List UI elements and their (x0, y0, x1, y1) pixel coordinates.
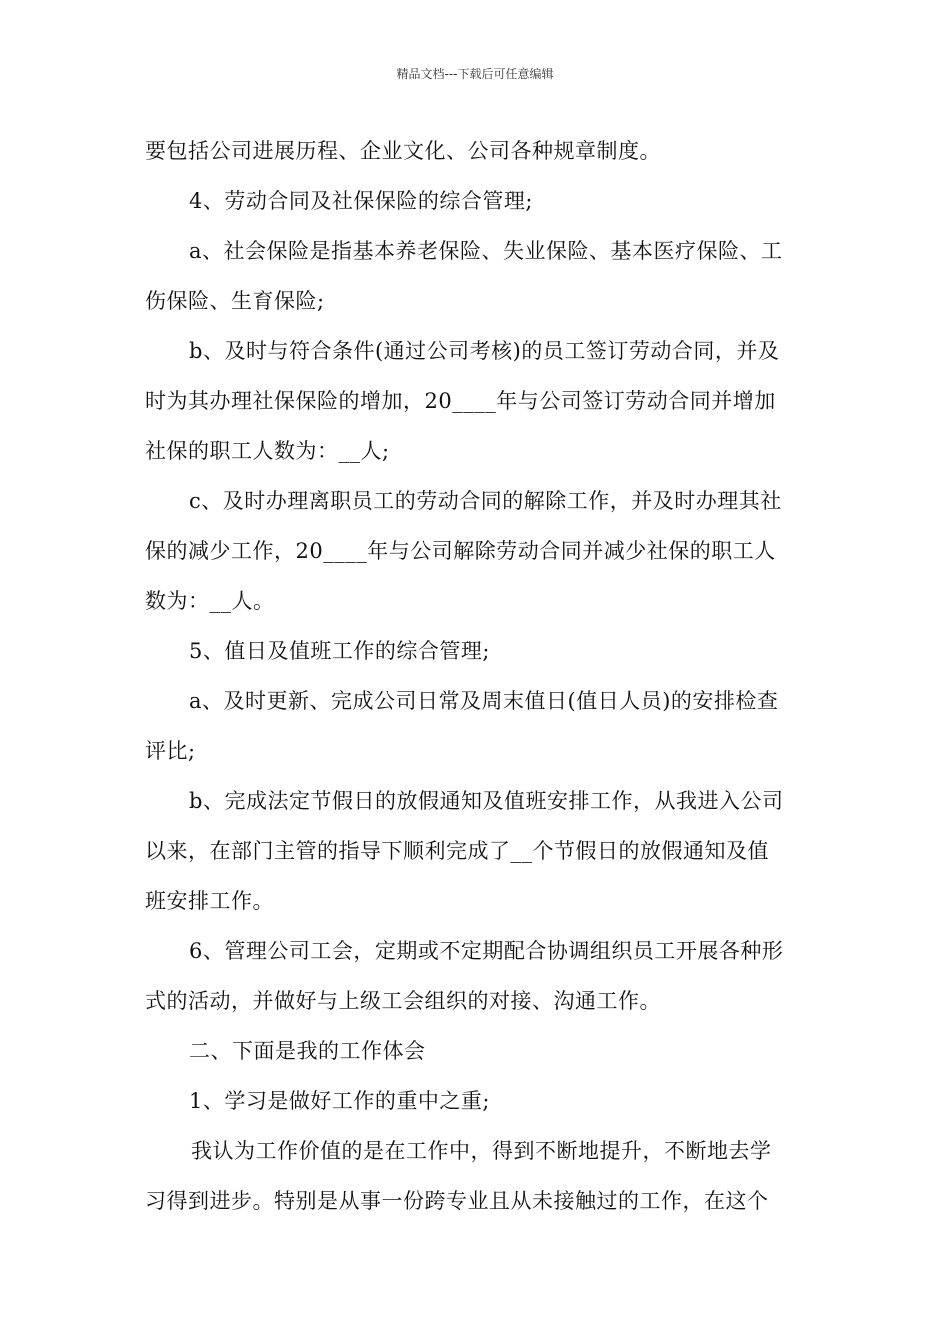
text-line: a、社会保险是指基本养老保险、失业保险、基本医疗保险、工 (189, 239, 783, 263)
text-line: 以来，在部门主管的指导下顺利完成了__个节假日的放假通知及值 (145, 839, 769, 863)
text-line: 5、值日及值班工作的综合管理; (189, 639, 490, 663)
text-line: a、及时更新、完成公司日常及周末值日(值日人员)的安排检查 (189, 689, 779, 713)
text-line: 伤保险、生育保险; (145, 289, 325, 313)
text-line: b、及时与符合条件(通过公司考核)的员工签订劳动合同，并及 (189, 339, 780, 363)
document-body (145, 126, 815, 1226)
text-line: 班安排工作。 (145, 889, 274, 913)
page-header: 精品文档---下载后可任意编辑 (396, 67, 554, 81)
text-line: 评比; (145, 739, 196, 763)
text-line: 4、劳动合同及社保保险的综合管理; (189, 189, 533, 213)
section-heading: 二、下面是我的工作体会 (189, 1039, 426, 1063)
text-line: 我认为工作价值的是在工作中，得到不断地提升，不断地去学 (191, 1139, 772, 1163)
text-line: 6、管理公司工会，定期或不定期配合协调组织员工开展各种形 (189, 939, 784, 963)
text-line: c、及时办理离职员工的劳动合同的解除工作，并及时办理其社 (189, 489, 782, 513)
text-line: b、完成法定节假日的放假通知及值班安排工作，从我进入公司 (189, 789, 784, 813)
text-line: 社保的职工人数为：__人; (145, 439, 390, 463)
text-line: 保的减少工作，20____年与公司解除劳动合同并减少社保的职工人 (145, 539, 776, 563)
text-line: 数为：__人。 (145, 589, 275, 613)
text-line: 时为其办理社保保险的增加，20____年与公司签订劳动合同并增加 (145, 389, 776, 413)
text-line: 式的活动，并做好与上级工会组织的对接、沟通工作。 (145, 989, 661, 1013)
text-line: 习得到进步。特别是从事一份跨专业且从未接触过的工作，在这个 (145, 1189, 769, 1213)
text-line: 1、学习是做好工作的重中之重; (189, 1089, 490, 1113)
text-line: 要包括公司进展历程、企业文化、公司各种规章制度。 (145, 139, 661, 163)
